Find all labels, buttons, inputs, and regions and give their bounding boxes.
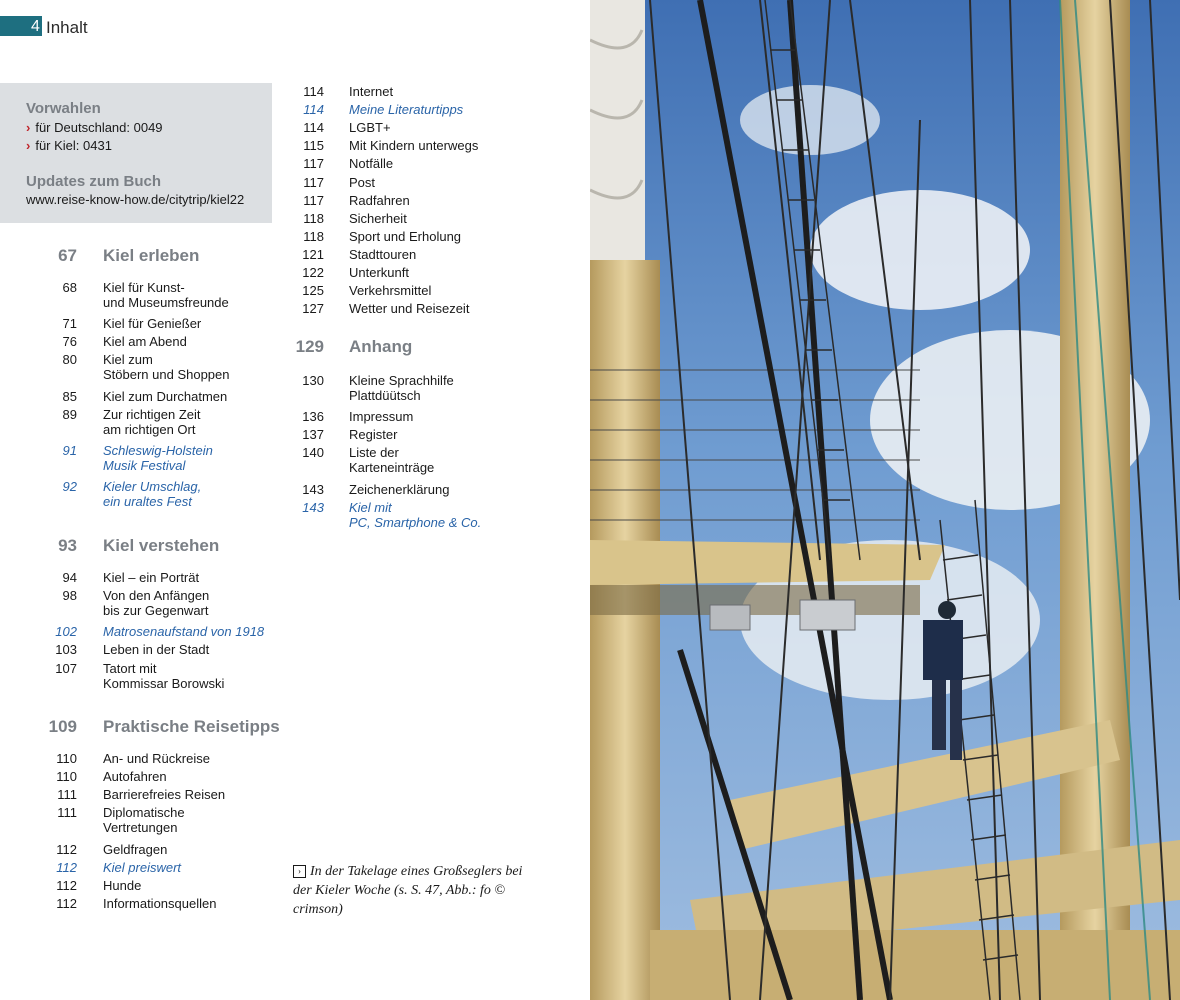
toc-entry-label: Von den Anfängen bis zur Gegenwart (103, 588, 210, 619)
chevron-right-icon: › (26, 138, 31, 153)
caption-text: In der Takelage eines Großseglers bei der Kieler Woche (s. S. 47, Abb.: fo © crimson) (293, 864, 523, 917)
toc-entry-label: Kiel preiswert (103, 859, 182, 875)
toc-entry-label: Kieler Umschlag, ein uraltes Fest (103, 479, 202, 510)
toc-entry-page: 118 (303, 210, 324, 226)
toc-entry-label: Barrierefreies Reisen (103, 787, 226, 803)
section-page-number: 67 (58, 246, 77, 265)
toc-entry-page: 114 (303, 120, 324, 136)
toc-entry-label: Hunde (103, 877, 142, 893)
photo-caption (293, 862, 523, 919)
toc-entry-label: Wetter und Reisezeit (349, 301, 470, 317)
section-page-number: 129 (295, 337, 324, 356)
toc-entry-label: Zeichenerklärung (349, 481, 450, 497)
tall-ship-rigging-photo (590, 0, 1180, 1000)
toc-entry-page: 117 (303, 174, 324, 190)
toc-entry-label: Post (349, 174, 376, 190)
toc-entry-page: 112 (56, 877, 77, 893)
section-title: Praktische Reisetipps (103, 717, 280, 736)
section-page-number: 109 (48, 717, 77, 736)
toc-entry-page: 112 (56, 841, 77, 857)
vorwahlen-item (26, 120, 163, 135)
toc-entry-page: 110 (56, 751, 77, 766)
vorwahlen-item-text: für Kiel: 0431 (35, 138, 112, 153)
toc-entry-page: 103 (55, 642, 77, 658)
toc-entry-label: Kiel – ein Porträt (103, 570, 200, 585)
vorwahlen-heading: Vorwahlen (26, 100, 101, 117)
toc-entry-page: 98 (62, 588, 77, 604)
toc-entry-page: 71 (62, 316, 77, 332)
toc-entry-label: Autofahren (103, 769, 167, 785)
toc-entry-label: Sport und Erholung (349, 228, 462, 244)
toc-entry-label: Sicherheit (349, 210, 407, 226)
toc-entry-page: 117 (303, 192, 324, 208)
vorwahlen-item (26, 138, 112, 153)
toc-entry-label: Zur richtigen Zeit am richtigen Ort (103, 406, 201, 437)
toc-entry-page: 122 (302, 265, 324, 280)
toc-entry-page: 76 (62, 334, 77, 350)
toc-entry-page: 91 (62, 442, 77, 458)
toc-entry-label: Kiel für Kunst- und Museumsfreunde (103, 280, 229, 310)
toc-entry-page: 110 (56, 769, 77, 785)
toc-entry-label: Impressum (349, 409, 414, 425)
toc-entry-label: Kiel am Abend (103, 334, 187, 350)
toc-entry-label: Verkehrsmittel (349, 283, 432, 299)
toc-entry-page: 115 (303, 138, 324, 154)
toc-entry-page: 143 (302, 499, 324, 515)
toc-entry-page: 130 (302, 373, 324, 388)
vorwahlen-item-text: für Deutschland: 0049 (35, 120, 163, 135)
toc-entry-page: 102 (55, 624, 77, 640)
toc-entry-label: Register (349, 427, 398, 443)
toc-entry-label: Tatort mit Kommissar Borowski (103, 660, 225, 691)
toc-entry-label: Kleine Sprachhilfe Plattdüütsch (349, 373, 454, 403)
toc-entry-page: 92 (62, 479, 77, 495)
toc-entry-label: An- und Rückreise (103, 751, 210, 766)
toc-entry-label: Kiel zum Stöbern und Shoppen (103, 352, 230, 383)
section-title: Kiel erleben (103, 246, 200, 265)
toc-entry-label: Geldfragen (103, 841, 168, 857)
toc-entry-label: Kiel mit PC, Smartphone & Co. (349, 499, 482, 530)
toc-entry-page: 121 (302, 246, 324, 262)
toc-entry-page: 140 (302, 445, 324, 461)
toc-entry-label: Matrosenaufstand von 1918 (103, 624, 265, 640)
section-title: Anhang (349, 337, 413, 356)
toc-entry-label: Radfahren (349, 192, 410, 208)
toc-entry-label: Unterkunft (349, 265, 409, 280)
toc-entry-page: 137 (302, 427, 324, 443)
toc-entry-label: Meine Literaturtipps (349, 102, 464, 118)
toc-entry-page: 127 (302, 301, 324, 317)
toc-entry-page: 80 (62, 352, 77, 368)
toc-entry-page: 94 (62, 570, 77, 585)
toc-entry-page: 85 (62, 388, 77, 404)
toc-entry-page: 107 (55, 660, 77, 676)
toc-entry-page: 118 (303, 228, 324, 244)
toc-entry-label: Notfälle (349, 156, 394, 172)
page-title: Inhalt (46, 18, 88, 37)
toc-entry-label: Liste der Karteneinträge (349, 445, 435, 476)
toc-entry-label: Diplomatische Vertretungen (103, 805, 185, 836)
caption-arrow-icon: › (293, 865, 306, 878)
toc-entry-page: 68 (62, 280, 77, 295)
toc-entry-page: 136 (302, 409, 324, 425)
section-title: Kiel verstehen (103, 536, 220, 555)
toc-entry-label: LGBT+ (349, 120, 391, 136)
updates-url[interactable]: www.reise-know-how.de/citytrip/kiel22 (26, 192, 245, 207)
toc-entry-label: Leben in der Stadt (103, 642, 210, 658)
toc-entry-label: Kiel zum Durchatmen (103, 388, 228, 404)
toc-entry-label: Internet (349, 84, 394, 99)
section-page-number: 93 (58, 536, 77, 555)
toc-entry-page: 112 (56, 895, 77, 911)
toc-entry-page: 89 (62, 406, 77, 422)
toc-entry-page: 114 (303, 102, 324, 118)
toc-entry-page: 112 (56, 859, 77, 875)
toc-entry-page: 143 (302, 481, 324, 497)
chevron-right-icon: › (26, 120, 31, 135)
updates-heading: Updates zum Buch (26, 173, 162, 190)
toc-entry-label: Informationsquellen (103, 895, 217, 911)
toc-entry-page: 125 (302, 283, 324, 299)
info-box (0, 83, 272, 223)
toc-entry-page: 114 (303, 84, 324, 99)
toc-entry-label: Mit Kindern unterwegs (349, 138, 479, 154)
toc-entry-label: Stadttouren (349, 246, 417, 262)
page-number: 4 (31, 18, 40, 35)
toc-entry-label: Kiel für Genießer (103, 316, 202, 332)
toc-entry-label: Schleswig-Holstein Musik Festival (103, 442, 213, 473)
toc-entry-page: 111 (57, 805, 77, 821)
toc-entry-page: 117 (303, 156, 324, 172)
toc-entry-page: 111 (57, 787, 77, 803)
